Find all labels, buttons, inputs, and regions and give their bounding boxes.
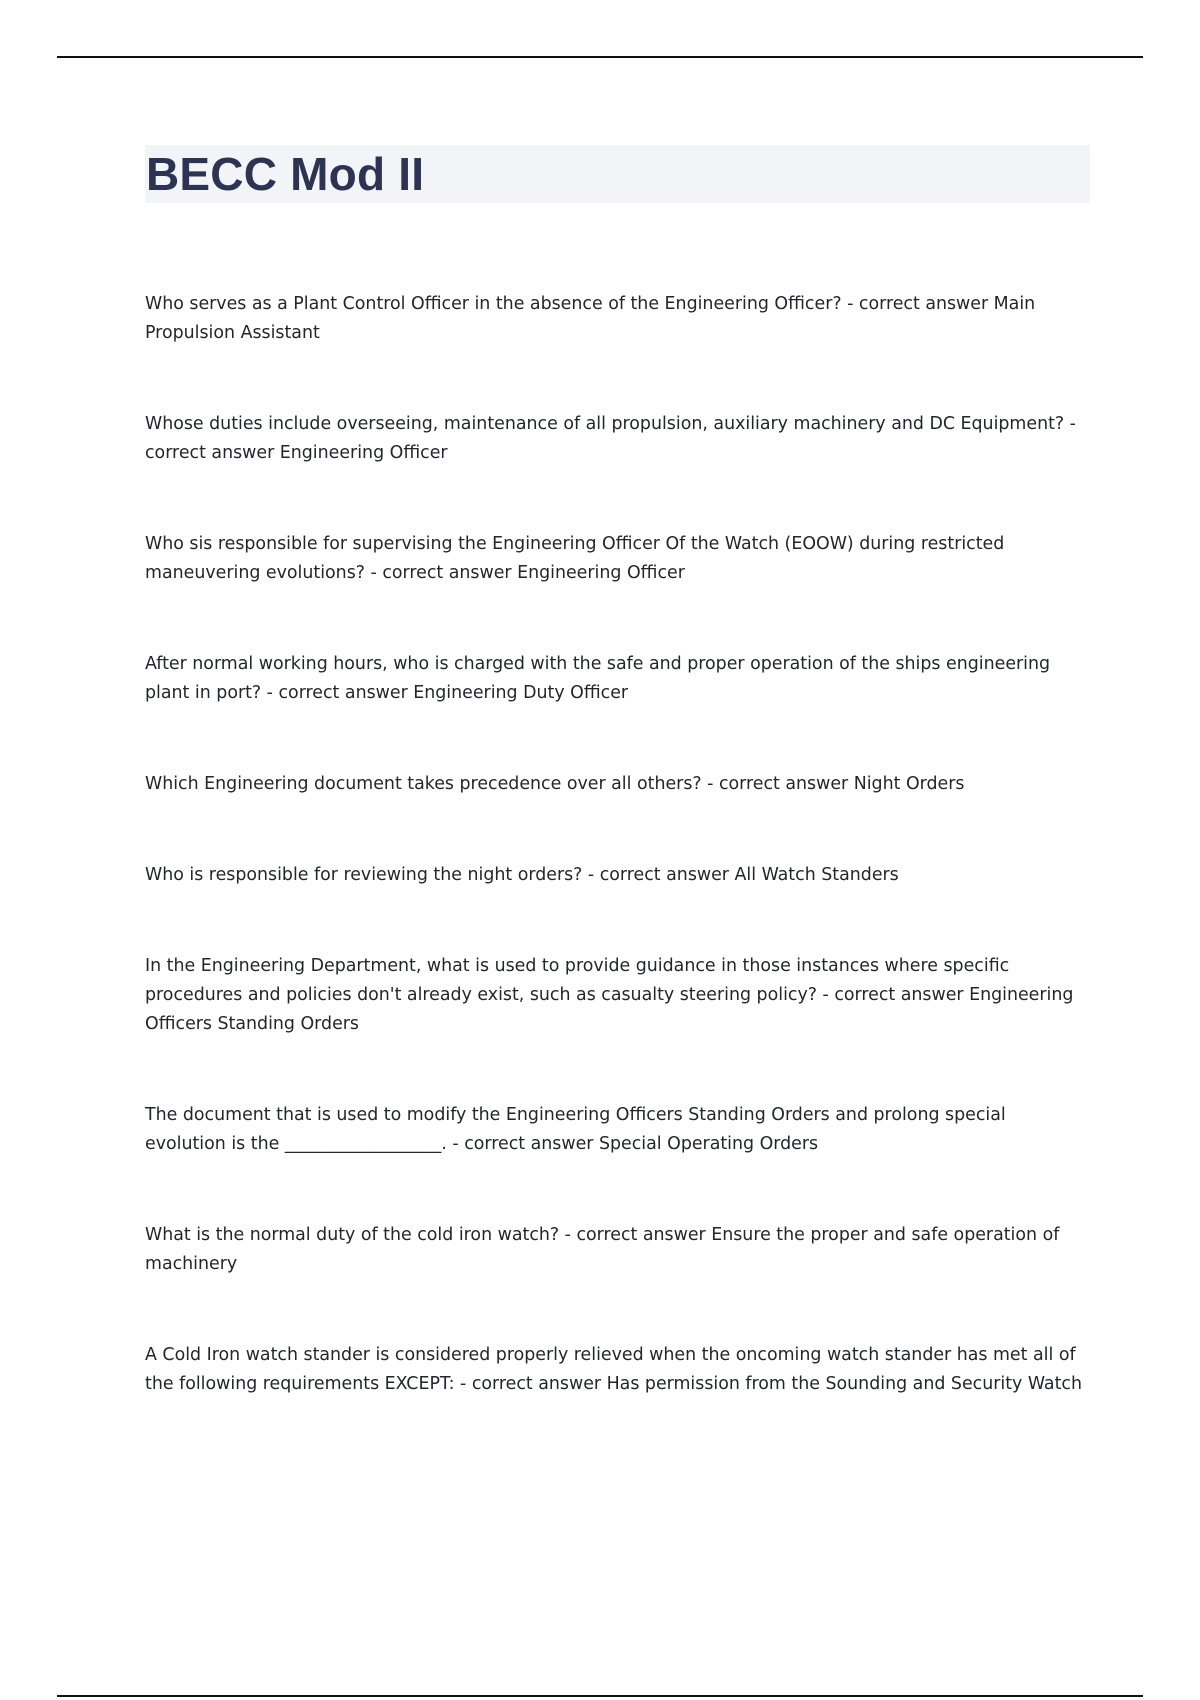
top-rule <box>57 56 1143 58</box>
qa-item-1: Who serves as a Plant Control Officer in the absence of the Engineering Officer? - correct answer Main Propulsion Assistant <box>145 294 1036 343</box>
bottom-rule <box>57 1695 1143 1697</box>
qa-item-10: A Cold Iron watch stander is considered properly relieved when the oncoming watch stander has met all of the following requirements EXCEPT: - correct answer Has permission from the Sounding and Security Watch <box>145 1345 1082 1394</box>
qa-item-4: After normal working hours, who is charged with the safe and proper operation of the ships engineering plant in port? - correct answer Engineering Duty Officer <box>145 654 1051 703</box>
qa-item-5: Which Engineering document takes precedence over all others? - correct answer Night Orders <box>145 774 965 794</box>
qa-item-6: Who is responsible for reviewing the night orders? - correct answer All Watch Standers <box>145 865 899 885</box>
qa-item-3: Who sis responsible for supervising the Engineering Officer Of the Watch (EOOW) during restricted maneuvering evolutions? - correct answer Engineering Officer <box>145 534 1005 583</box>
qa-item-2: Whose duties include overseeing, maintenance of all propulsion, auxiliary machinery and DC Equipment? - correct answer Engineering Officer <box>145 414 1076 463</box>
qa-item-8: The document that is used to modify the Engineering Officers Standing Orders and prolong special evolution is the __________________. - correct answer Special Operating Orders <box>145 1105 1006 1154</box>
title-band <box>145 145 1090 203</box>
qa-list <box>145 290 1090 1399</box>
qa-item-7: In the Engineering Department, what is used to provide guidance in those instances where specific procedures and policies don't already exist, such as casualty steering policy? - correct answer Engineering Officers Standing Orders <box>145 956 1074 1034</box>
document-title: BECC Mod II <box>146 148 425 200</box>
qa-item-9: What is the normal duty of the cold iron watch? - correct answer Ensure the proper and safe operation of machinery <box>145 1225 1060 1274</box>
